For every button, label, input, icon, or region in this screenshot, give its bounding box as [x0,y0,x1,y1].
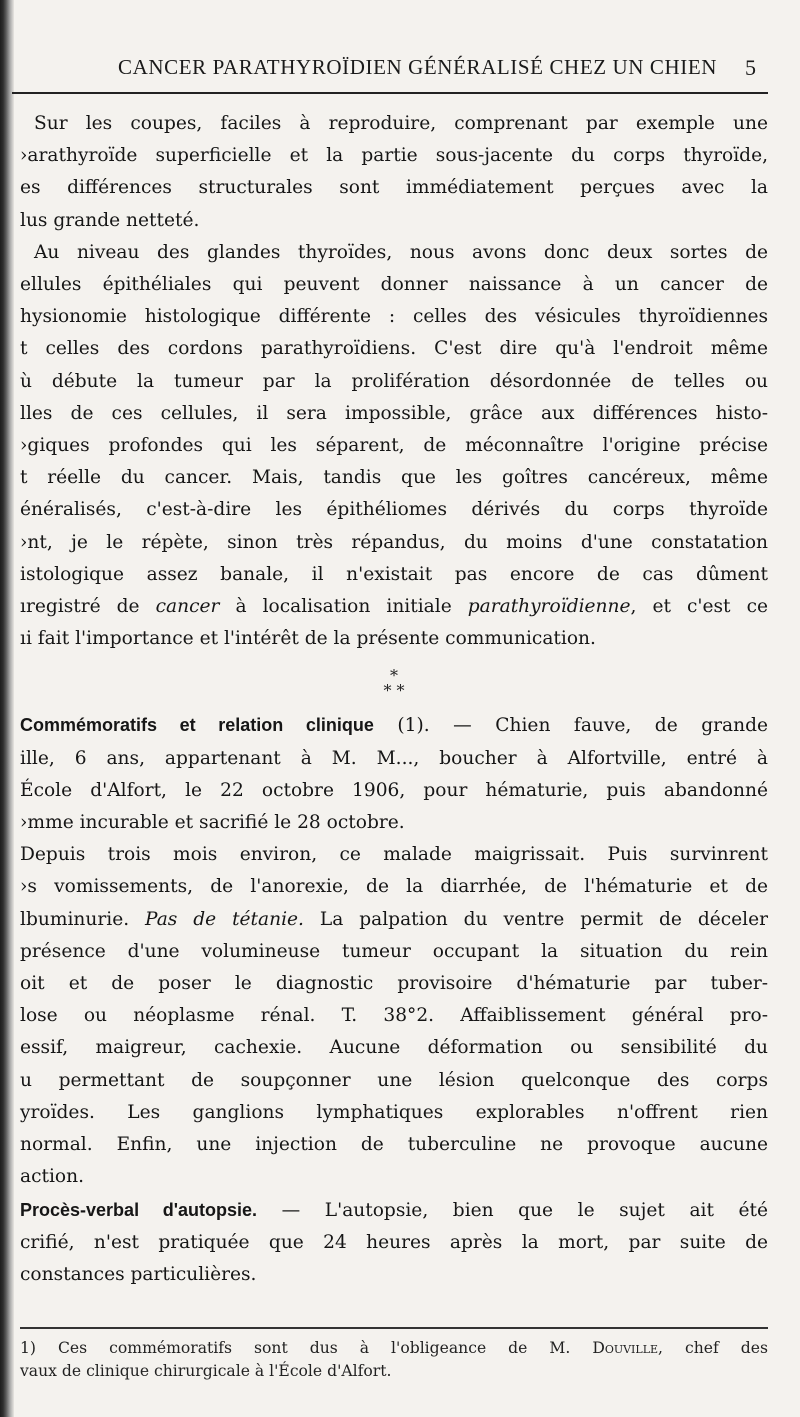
text-line: énéralisés, c'est-à-dire les épithéliomes dérivés du corps thyroïde [20,499,768,521]
text-line: École d'Alfort, le 22 octobre 1906, pour hématurie, puis abandonné [20,779,768,801]
footnote-line: vaux de clinique chirurgicale à l'École d'Alfort. [20,1362,392,1380]
text-line [20,591,768,623]
emphasis-tetanie: Pas de tétanie. [145,908,304,930]
text-line: ›arathyroïde superficielle et la partie sous-jacente du corps thyroïde, [20,145,768,167]
asterism-separator [20,666,768,701]
emphasis-parathyroidienne: parathyroïdienne [467,596,631,618]
page-binding-shadow [0,0,14,1417]
text-line: t celles des cordons parathyroïdiens. C'est dire qu'à l'endroit même [20,338,768,360]
section-heading-commemoratifs: Commémoratifs et relation clinique [20,715,374,736]
text-line: constances particulières. [20,1263,257,1285]
emphasis-cancer: cancer [155,596,220,618]
text-line [20,1194,768,1227]
text-run: lbuminurie. [20,908,146,930]
text-line: es différences structurales sont immédiatement perçues avec la [20,177,768,199]
text-run: (1). — Chien fauve, de grande [373,715,768,737]
footnote-rule [20,1327,768,1329]
text-line: ù débute la tumeur par la prolifération désordonnée de telles ou [20,370,768,392]
body-text [20,108,768,1291]
text-run: à localisation initiale [219,596,468,618]
text-run: La palpation du ventre permit de déceler [303,908,768,930]
text-line: ellules épithéliales qui peuvent donner naissance à un cancer de [20,274,768,296]
paragraph-glandes [20,237,768,656]
text-run: 1) Ces commémoratifs sont dus à l'obligeance de M. [20,1339,593,1357]
text-line: crifié, n'est pratiquée que 24 heures après la mort, par suite de [20,1231,768,1253]
text-line: lose ou néoplasme rénal. T. 38°2. Affaiblissement général pro- [20,1005,768,1027]
text-line: oit et de poser le diagnostic provisoire d'hématurie par tuber- [20,973,768,995]
text-line: lus grande netteté. [20,209,200,231]
paragraph-commemoratifs [20,709,768,839]
page-number: 5 [745,55,756,80]
paragraph-depuis [20,839,768,1193]
text-line: Sur les coupes, faciles à reproduire, comprenant par exemple une [34,113,768,134]
text-line: Depuis trois mois environ, ce malade maigrissait. Puis survinrent [20,844,768,866]
running-head [0,55,800,81]
asterism-top: * [390,666,398,686]
text-line: action. [20,1166,84,1188]
footnote-area [20,1327,768,1383]
text-line: istologique assez banale, il n'existait pas encore de cas dûment [20,563,768,585]
text-run: , et c'est ce [630,596,768,618]
text-line: ›s vomissements, de l'anorexie, de la diarrhée, de l'hématurie et de [20,876,768,898]
text-run: , chef des [658,1339,768,1357]
paragraph-coupes [20,108,768,237]
text-line: ille, 6 ans, appartenant à M. M..., boucher à Alfortville, entré à [20,747,768,769]
text-line: t réelle du cancer. Mais, tandis que les goîtres cancéreux, même [20,467,768,489]
running-title: CANCER PARATHYROÏDIEN GÉNÉRALISÉ CHEZ UN CHIEN [118,55,718,79]
text-line: ›mme incurable et sacrifié le 28 octobre. [20,812,405,834]
text-line: lles de ces cellules, il sera impossible, grâce aux différences histo- [20,402,768,424]
text-run: ıregistré de [20,596,156,618]
text-line [20,904,768,936]
text-line: essif, maigreur, cachexie. Aucune déformation ou sensibilité du [20,1037,768,1059]
text-line: hysionomie histologique différente : celles des vésicules thyroïdiennes [20,306,768,328]
footnote-name: Douville [592,1339,659,1357]
text-line: Au niveau des glandes thyroïdes, nous avons donc deux sortes de [34,241,768,263]
footnote [20,1337,768,1383]
text-line: présence d'une volumineuse tumeur occupant la situation du rein [20,940,768,962]
paragraph-autopsie [20,1194,768,1292]
text-line: normal. Enfin, une injection de tuberculine ne provoque aucune [20,1134,768,1156]
text-line: ›giques profondes qui les séparent, de méconnaître l'origine précise [20,435,768,457]
asterism-bottom: * * [383,681,405,701]
text-line: ıi fait l'importance et l'intérêt de la présente communication. [20,628,596,650]
text-line: yroïdes. Les ganglions lymphatiques explorables n'offrent rien [20,1101,768,1123]
footnote-line [20,1337,768,1360]
header-rule [12,92,768,94]
section-heading-autopsie: Procès-verbal d'autopsie. [20,1199,258,1220]
text-line: ›nt, je le répète, sinon très répandus, du moins d'une constatation [20,531,768,553]
text-line [20,709,768,742]
text-line: u permettant de soupçonner une lésion quelconque des corps [20,1069,768,1091]
text-run: — L'autopsie, bien que le sujet ait été [257,1199,768,1221]
